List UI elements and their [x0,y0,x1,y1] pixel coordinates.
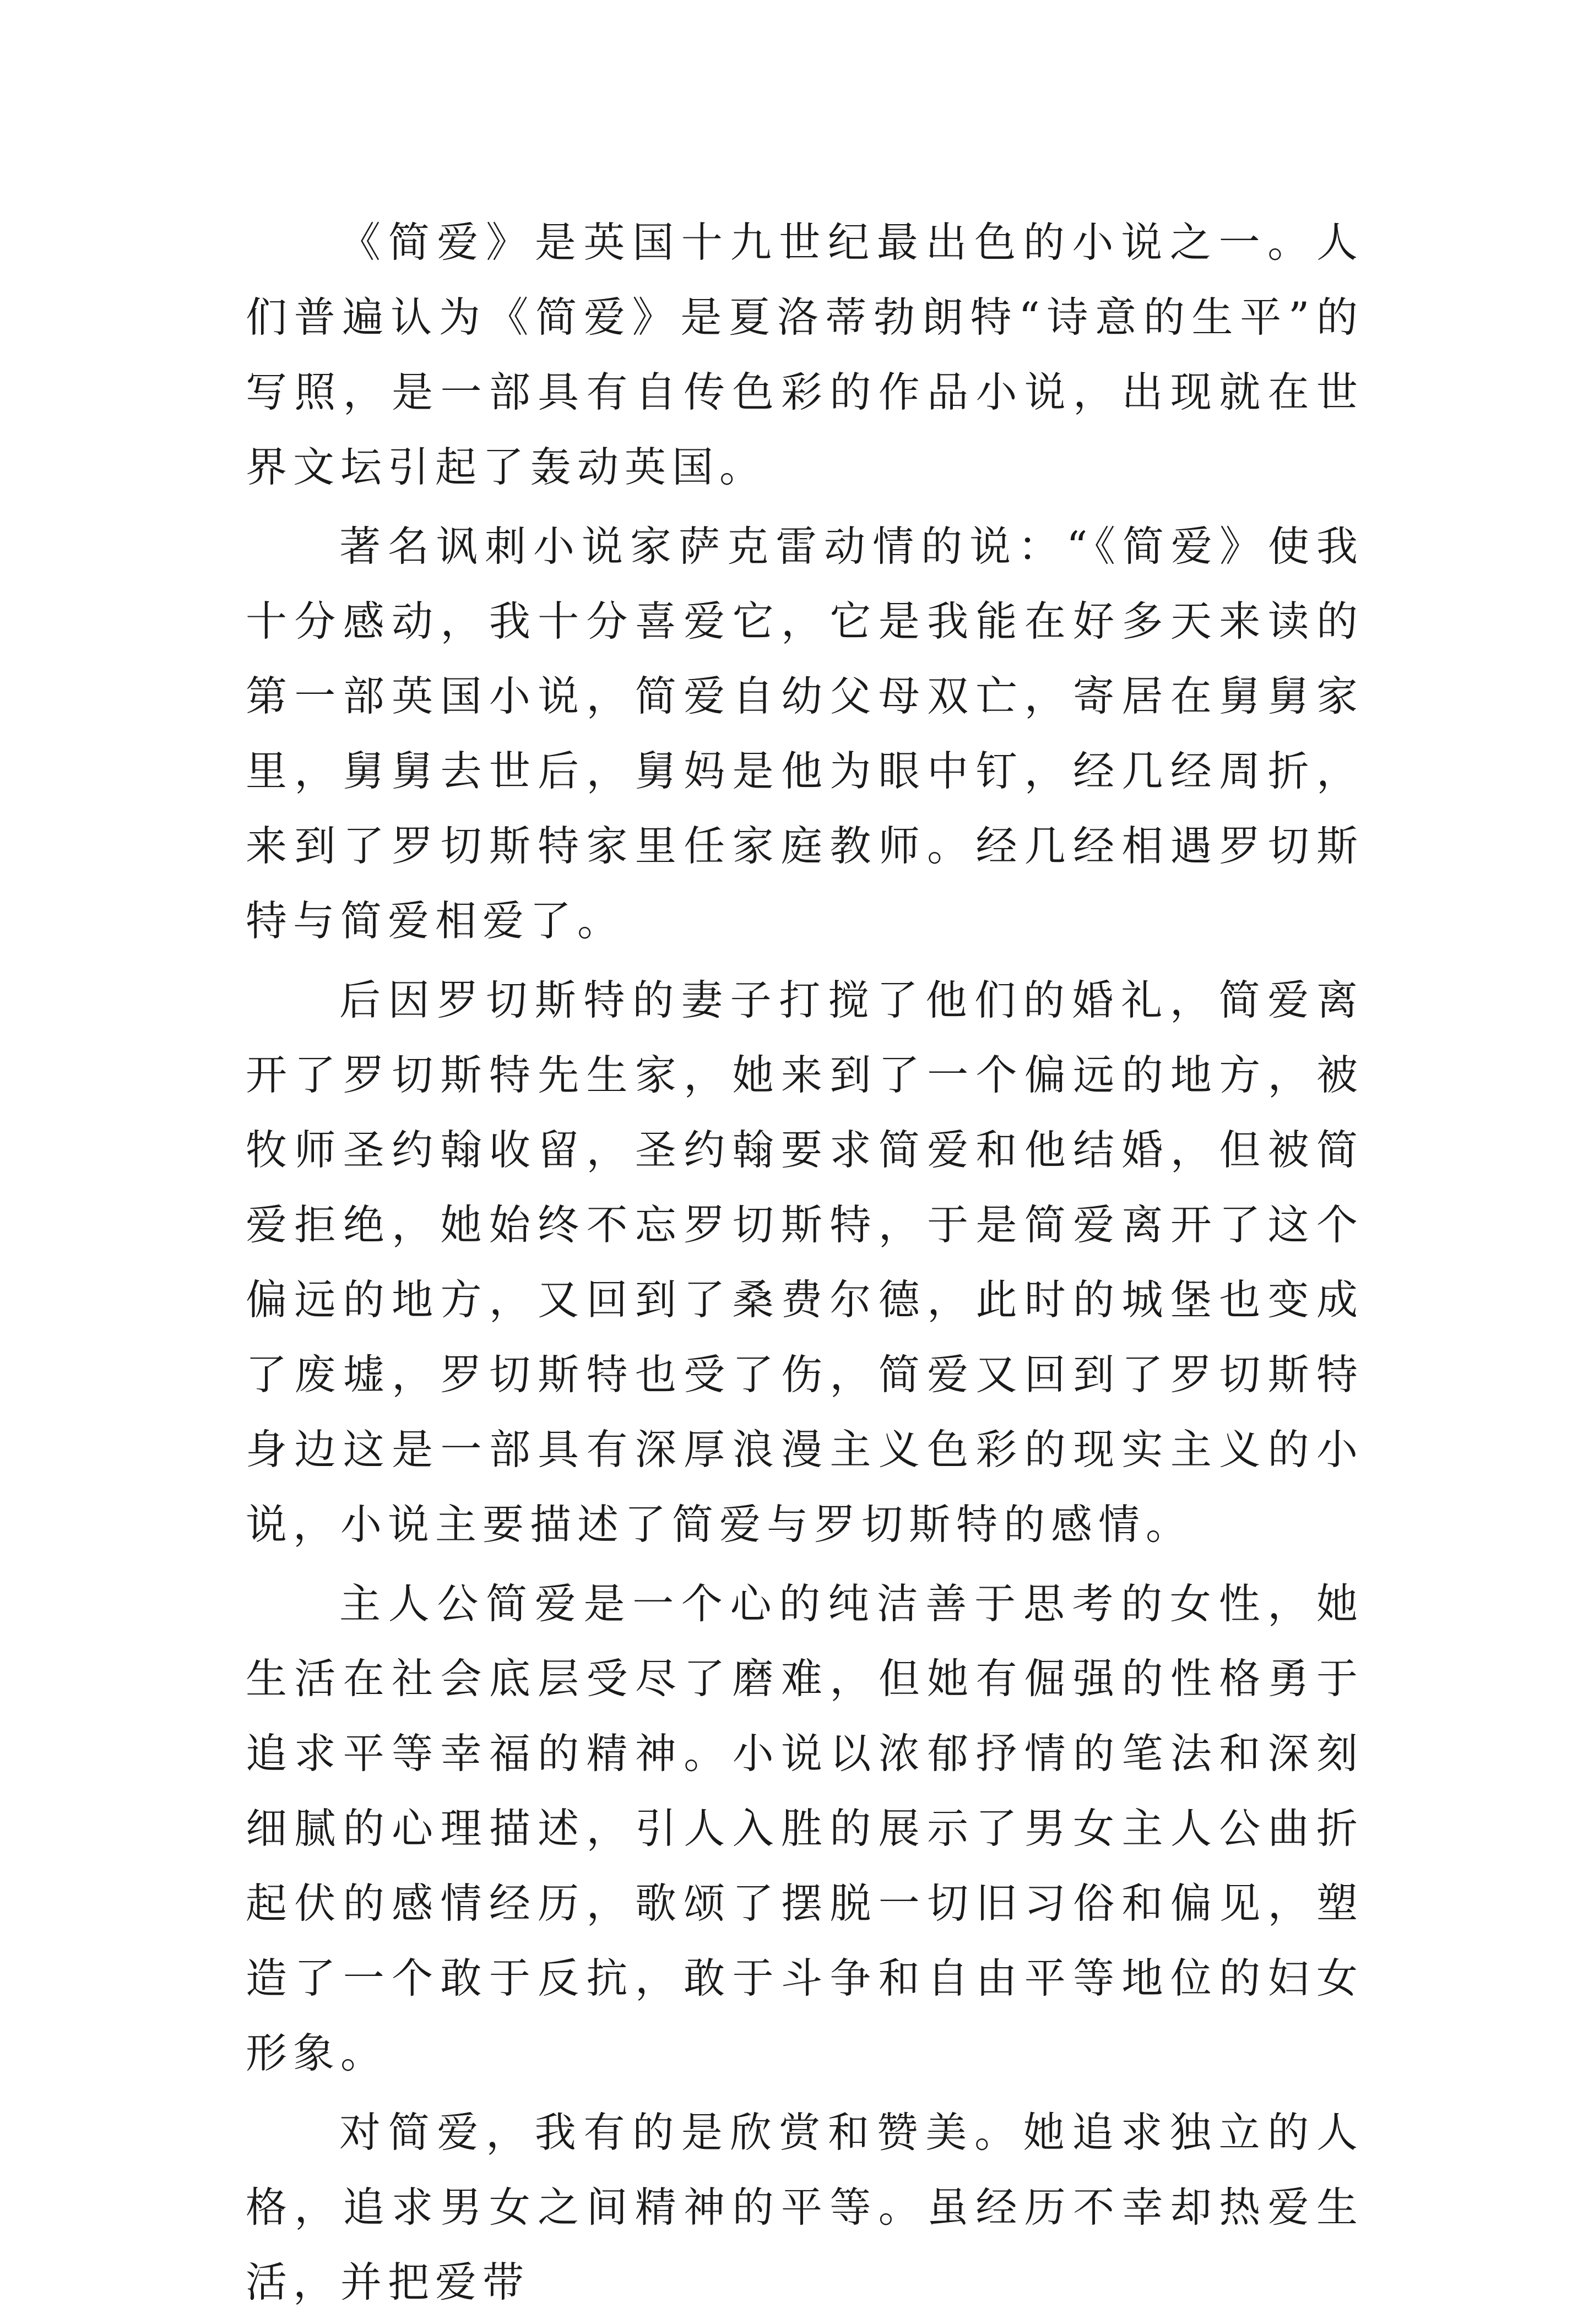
paragraph: 《简爱》是英国十九世纪最出色的小说之一。人们普遍认为《简爱》是夏洛蒂勃朗特“诗意的生平”的写照，是一部具有自传色彩的作品小说，出现就在世界文坛引起了轰动英国。 [246,218,1364,491]
paragraph: 著名讽刺小说家萨克雷动情的说：“《简爱》使我十分感动，我十分喜爱它，它是我能在好多天来读的第一部英国小说，简爱自幼父母双亡，寄居在舅舅家里，舅舅去世后，舅妈是他为眼中钉，经几经周折，来到了罗切斯特家里任家庭教师。经几经相遇罗切斯特与简爱相爱了。 [246,522,1364,945]
paragraph: 后因罗切斯特的妻子打搅了他们的婚礼，简爱离开了罗切斯特先生家，她来到了一个偏远的地方，被牧师圣约翰收留，圣约翰要求简爱和他结婚，但被简爱拒绝，她始终不忘罗切斯特，于是简爱离开了这个偏远的地方，又回到了桑费尔德，此时的城堡也变成了废墟，罗切斯特也受了伤，简爱又回到了罗切斯特身边这是一部具有深厚浪漫主义色彩的现实主义的小说，小说主要描述了简爱与罗切斯特的感情。 [246,976,1364,1549]
paragraph: 主人公简爱是一个心的纯洁善于思考的女性，她生活在社会底层受尽了磨难，但她有倔强的性格勇于追求平等幸福的精神。小说以浓郁抒情的笔法和深刻细腻的心理描述，引人入胜的展示了男女主人公曲折起伏的感情经历，歌颂了摆脱一切旧习俗和偏见，塑造了一个敢于反抗，敢于斗争和自由平等地位的妇女形象。 [246,1579,1364,2077]
document-body [246,205,1364,2324]
paragraph: 对简爱，我有的是欣赏和赞美。她追求独立的人格，追求男女之间精神的平等。虽经历不幸却热爱生活，并把爱带 [246,2108,1364,2306]
